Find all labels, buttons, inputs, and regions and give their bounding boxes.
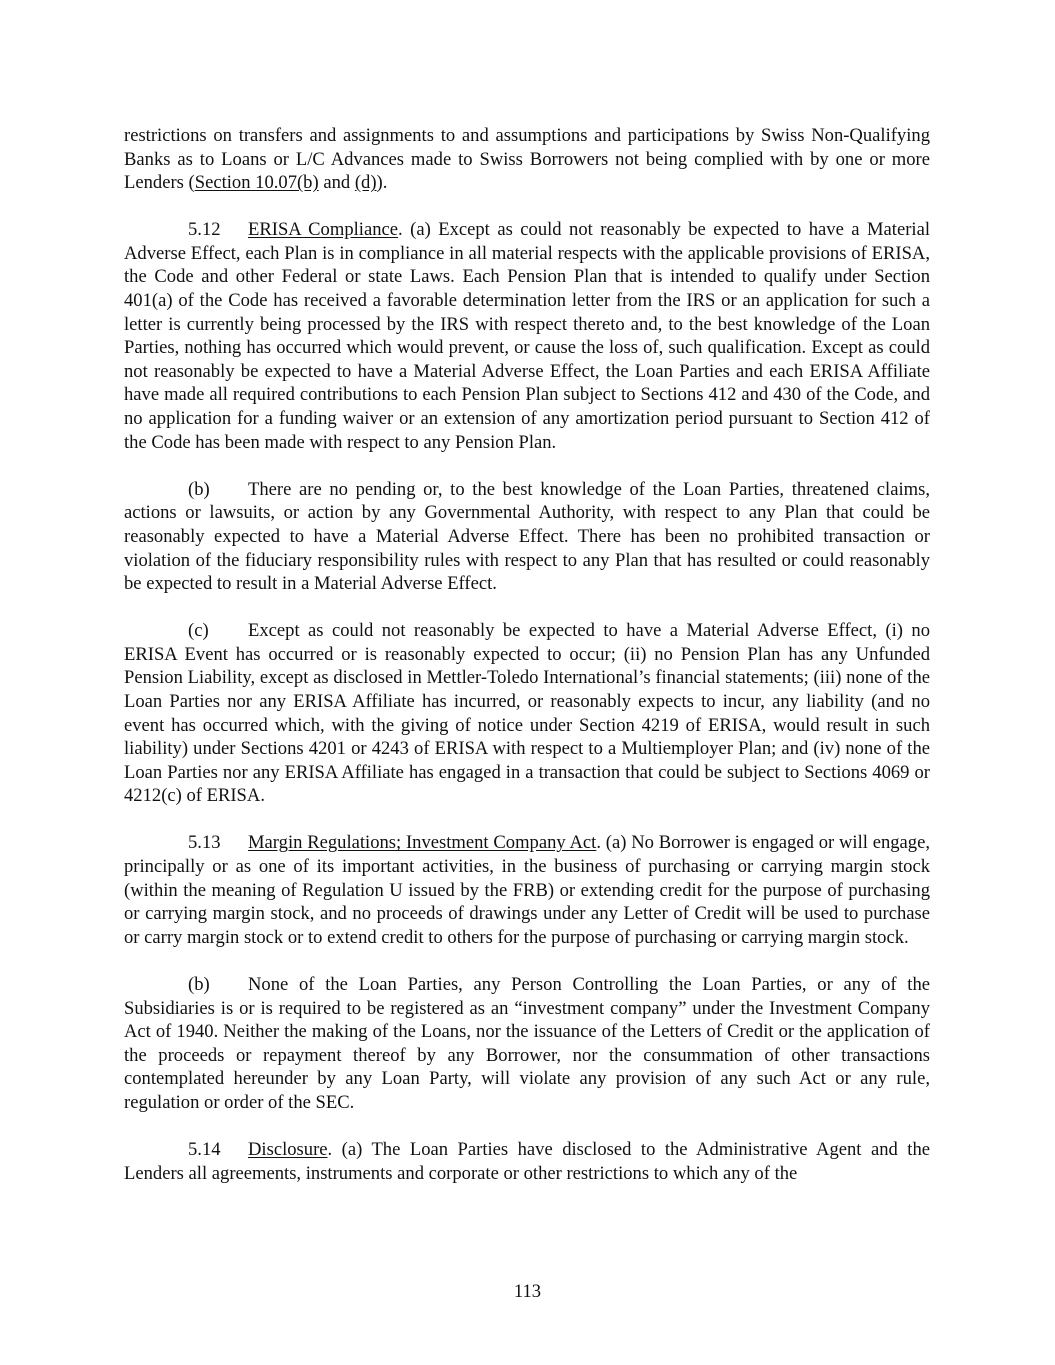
section-heading: ERISA Compliance [248, 219, 399, 241]
section-5-14 [124, 1138, 930, 1185]
section-number: 5.12 [188, 219, 221, 241]
paragraph-text: ). [376, 172, 388, 194]
clause-number: (c) [188, 620, 209, 642]
section-5-12 [124, 218, 930, 454]
section-reference: Section 10.07(b) [194, 172, 319, 194]
section-reference: (d) [354, 172, 377, 194]
page-number: 113 [513, 1281, 542, 1302]
clause-number: (b) [188, 478, 210, 500]
section-number: 5.13 [188, 832, 221, 854]
paragraph-text: . (a) The Loan Parties have disclosed to the Administrative Agent and the Lenders all agreements, instruments and corporate or other restrictions to which any of the [124, 1138, 930, 1184]
paragraph-text: Except as could not reasonably be expected to have a Material Adverse Effect, (i) no ERISA Event has occurred or is reasonably expected to occur; (ii) no Pension Plan has any Unfunded Pension Liability, except as disclosed in Mettler-Toledo International’s financial statements; (iii) none of the Loan Parties nor any ERISA Affiliate has incurred, or reasonably expects to incur, any liability (and no event has occurred which, with the giving of notice under Section 4219 of ERISA, would result in such liability) under Sections 4201 or 4243 of ERISA with respect to a Multiemployer Plan; and (iv) none of the Loan Parties nor any ERISA Affiliate has engaged in a transaction that could be subject to Sections 4069 or 4212(c) of ERISA. [124, 620, 930, 807]
section-5-13 [124, 831, 930, 949]
section-5-13-b [124, 973, 930, 1115]
clause-number: (b) [188, 973, 210, 995]
section-5-12-c [124, 619, 930, 808]
paragraph-text: None of the Loan Parties, any Person Controlling the Loan Parties, or any of the Subsidiaries is or is required to be registered as an “investment company” under the Investment Company Act of 1940. Neither the making of the Loans, nor the issuance of the Letters of Credit or the application of the proceeds or repayment thereof by any Borrower, nor the consummation of other transactions contemplated hereunder by any Loan Party, will violate any provision of any such Act or any rule, regulation or order of the SEC. [124, 973, 930, 1113]
section-5-12-b [124, 478, 930, 596]
paragraph-text: and [318, 172, 355, 194]
section-number: 5.14 [188, 1138, 221, 1160]
paragraph-continuation [124, 124, 930, 195]
paragraph-text: . (a) No Borrower is engaged or will engage, principally or as one of its important activities, in the business of purchasing or carrying margin stock (within the meaning of Regulation U issued by the FRB) or extending credit for the purpose of purchasing or carrying margin stock, and no proceeds of drawings under any Letter of Credit will be used to purchase or carry margin stock or to extend credit to others for the purpose of purchasing or carrying margin stock. [124, 832, 931, 948]
document-page [124, 124, 930, 1209]
paragraph-text: There are no pending or, to the best knowledge of the Loan Parties, threatened claims, actions or lawsuits, or action by any Governmental Authority, with respect to any Plan that could be reasonably expected to have a Material Adverse Effect. There has been no prohibited transaction or violation of the fiduciary responsibility rules with respect to any Plan that has resulted or could reasonably be expected to result in a Material Adverse Effect. [124, 478, 930, 595]
paragraph-text: restrictions on transfers and assignments to and assumptions and participations by Swiss Non-Qualifying Banks as to Loans or L/C Advances made to Swiss Borrowers not being complied with by one or more Lenders ( [124, 125, 930, 194]
paragraph-text: . (a) Except as could not reasonably be expected to have a Material Adverse Effect, each Plan is in compliance in all material respects with the applicable provisions of ERISA, the Code and other Federal or state Laws. Each Pension Plan that is intended to qualify under Section 401(a) of the Code has received a favorable determination letter from the IRS or an application for such a letter is currently being processed by the IRS with respect thereto and, to the best knowledge of the Loan Parties, nothing has occurred which would prevent, or cause the loss of, such qualification. Except as could not reasonably be expected to have a Material Adverse Effect, the Loan Parties and each ERISA Affiliate have made all required contributions to each Pension Plan subject to Sections 412 and 430 of the Code, and no application for a funding waiver or an extension of any amortization period pursuant to Section 412 of the Code has been made with respect to any Pension Plan. [124, 219, 930, 453]
section-heading: Disclosure [248, 1138, 328, 1160]
section-heading: Margin Regulations; Investment Company Act [248, 832, 597, 854]
